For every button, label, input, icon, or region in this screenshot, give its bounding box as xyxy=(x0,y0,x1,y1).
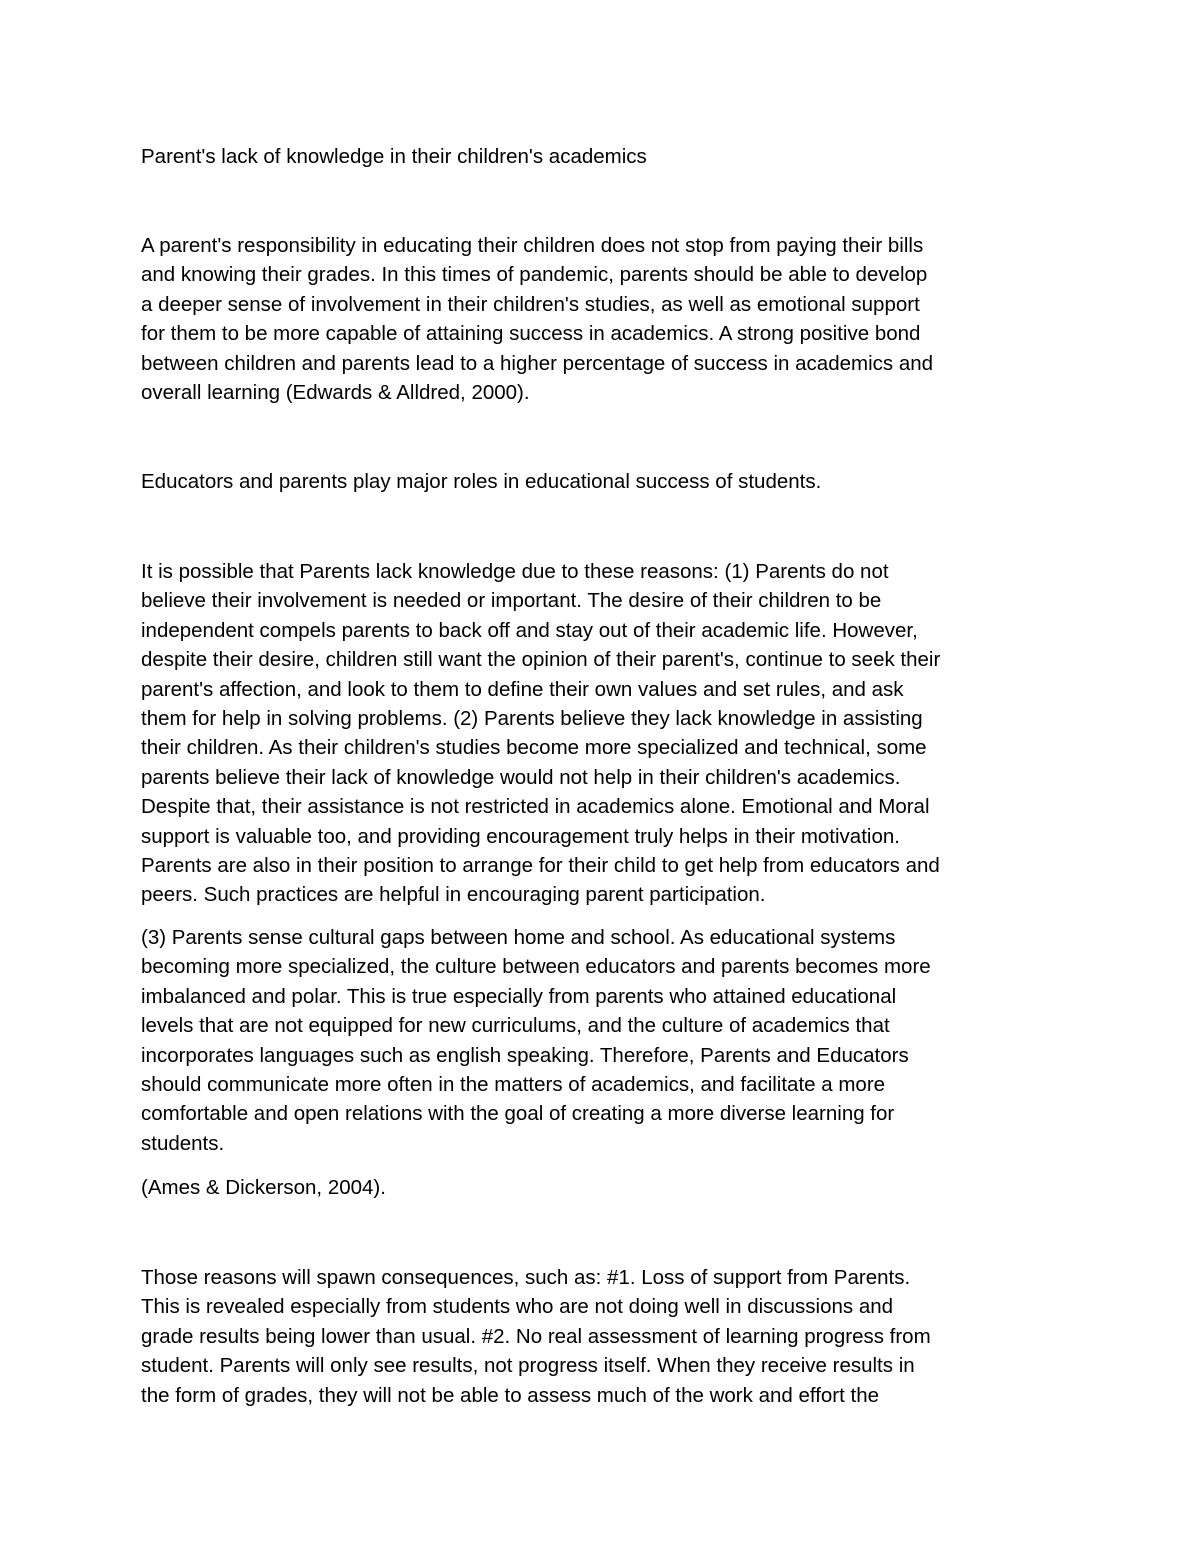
text-line: Those reasons will spawn consequences, such as: #1. Loss of support from Parents. xyxy=(141,1266,911,1289)
paragraph-citation xyxy=(141,1173,1071,1202)
text-line: independent compels parents to back off and stay out of their academic life. However, xyxy=(141,618,918,642)
text-line: (3) Parents sense cultural gaps between home and school. As educational systems xyxy=(141,926,896,949)
text-line: imbalanced and polar. This is true especially from parents who attained educational xyxy=(141,984,897,1008)
text-line: students. xyxy=(141,1131,225,1155)
text-line: Educators and parents play major roles in educational success of students. xyxy=(141,470,822,493)
text-line: overall learning (Edwards & Alldred, 2000). xyxy=(141,381,530,405)
text-line: student. Parents will only see results, not progress itself. When they receive results in xyxy=(141,1354,915,1378)
title-line: Parent's lack of knowledge in their children's academics xyxy=(141,145,647,168)
text-line: a deeper sense of involvement in their children's studies, as well as emotional support xyxy=(141,292,920,316)
text-line: the form of grades, they will not be able to assess much of the work and effort the xyxy=(141,1383,880,1407)
paragraph-reasons xyxy=(141,557,1071,910)
text-line: for them to be more capable of attaining success in academics. A strong positive bond xyxy=(141,322,921,346)
text-line: incorporates languages such as english speaking. Therefore, Parents and Educators xyxy=(141,1043,909,1067)
text-line: and knowing their grades. In this times of pandemic, parents should be able to develop xyxy=(141,263,928,287)
text-line: peers. Such practices are helpful in encouraging parent participation. xyxy=(141,883,766,907)
text-line: parents believe their lack of knowledge would not help in their children's academics. xyxy=(141,765,901,789)
text-line: It is possible that Parents lack knowledge due to these reasons: (1) Parents do not xyxy=(141,560,889,583)
text-line: This is revealed especially from students who are not doing well in discussions and xyxy=(141,1295,894,1319)
text-line: despite their desire, children still want the opinion of their parent's, continue to seek their xyxy=(141,648,941,672)
paragraph-educators xyxy=(141,467,1071,496)
citation-line: (Ames & Dickerson, 2004). xyxy=(141,1176,386,1199)
document-title xyxy=(141,142,1071,171)
text-line: A parent's responsibility in educating their children does not stop from paying their bills xyxy=(141,234,924,257)
text-line: between children and parents lead to a higher percentage of success in academics and xyxy=(141,351,934,375)
paragraph-responsibility xyxy=(141,231,1071,407)
paragraph-consequences xyxy=(141,1263,1071,1410)
text-line: their children. As their children's studies become more specialized and technical, some xyxy=(141,736,927,760)
text-line: comfortable and open relations with the goal of creating a more diverse learning for xyxy=(141,1102,895,1126)
text-line: Parents are also in their position to arrange for their child to get help from educators and xyxy=(141,854,940,878)
text-line: should communicate more often in the matters of academics, and facilitate a more xyxy=(141,1073,886,1097)
text-line: believe their involvement is needed or important. The desire of their children to be xyxy=(141,589,882,613)
text-line: levels that are not equipped for new curriculums, and the culture of academics that xyxy=(141,1014,890,1038)
paragraph-cultural-gaps xyxy=(141,923,1071,1158)
text-line: them for help in solving problems. (2) Parents believe they lack knowledge in assisting xyxy=(141,707,923,731)
text-line: parent's affection, and look to them to define their own values and set rules, and ask xyxy=(141,677,904,701)
text-line: becoming more specialized, the culture between educators and parents becomes more xyxy=(141,955,931,979)
text-line: support is valuable too, and providing encouragement truly helps in their motivation. xyxy=(141,824,900,848)
text-line: grade results being lower than usual. #2. No real assessment of learning progress from xyxy=(141,1324,931,1348)
text-line: Despite that, their assistance is not restricted in academics alone. Emotional and Moral xyxy=(141,795,930,819)
